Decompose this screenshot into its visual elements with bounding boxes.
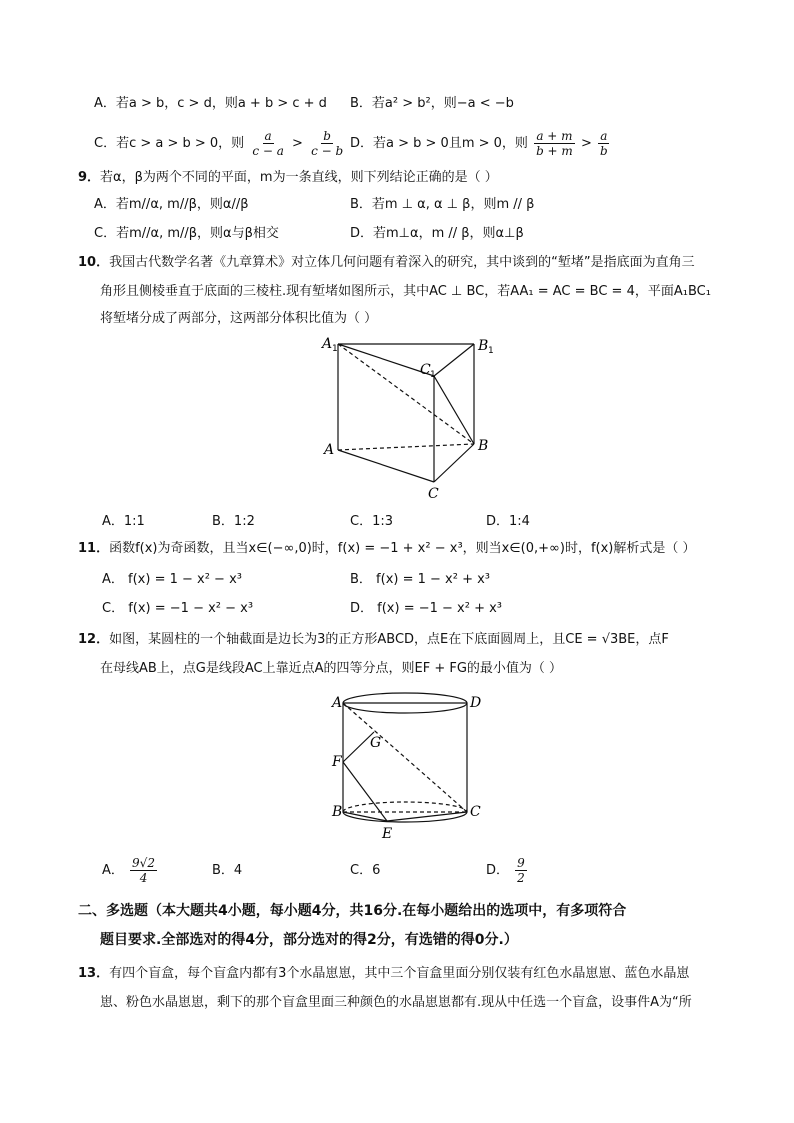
q10-option-b: B．1:2 (212, 514, 255, 529)
q11-option-b: B． f(x) = 1 − x² + x³ (350, 572, 491, 587)
q8-option-a: A．若a > b，c > d，则a + b > c + d (94, 96, 327, 111)
q13-stem-line-1: 13．有四个盲盒，每个盲盒内都有3个水晶崽崽，其中三个盲盒里面分别仅装有红色水晶崽崽、蓝色水晶崽 (78, 966, 690, 981)
label-c1-sub: 1 (430, 370, 436, 380)
q8-c-fraction-2: $\frac{b}{c - b}$ (311, 129, 344, 158)
triangular-prism-figure (310, 332, 510, 504)
cylinder-figure (330, 688, 490, 848)
q12-stem-line-2: 在母线AB上，点G是线段AC上靠近点A的四等分点，则EF + FG的最小值为（ ） (100, 661, 563, 676)
section-2-heading-line-1: 二、多选题（本大题共4小题，每小题4分，共16分.在每小题给出的选项中，有多项符合 (78, 903, 627, 919)
q8-d-fraction-1: $\frac{a + m}{b + m}$ (536, 129, 573, 158)
q10-option-c: C．1:3 (350, 514, 393, 529)
q12-option-a: A． $\frac{9√2}{4}$ (102, 856, 155, 885)
q12-option-b: B．4 (212, 863, 243, 878)
q11-option-c: C． f(x) = −1 − x² − x³ (102, 601, 254, 616)
q8-c-fraction-1: $\frac{a}{c - a}$ (252, 129, 284, 158)
label-a1: A (322, 336, 333, 352)
label-a1-sub: 1 (332, 344, 338, 354)
label-d: D (470, 695, 482, 711)
q12-a-fraction: $\frac{9√2}{4}$ (132, 856, 155, 885)
q12-d-fraction: $\frac{9}{2}$ (517, 856, 525, 885)
q11-option-d: D． f(x) = −1 − x² + x³ (350, 601, 503, 616)
q10-option-a: A．1:1 (102, 514, 145, 529)
q12-option-c: C．6 (350, 863, 381, 878)
q11-stem: 11．函数f(x)为奇函数，且当x∈(−∞,0)时，f(x) = −1 + x² − x³，则当x∈(0,+∞)时，f(x)解析式是（ ） (78, 541, 696, 556)
q9-stem: 9．若α，β为两个不同的平面，m为一条直线，则下列结论正确的是（ ） (78, 170, 498, 185)
q10-option-d: D．1:4 (486, 514, 530, 529)
q9-option-d: D．若m⊥α，m // β，则α⊥β (350, 226, 524, 241)
q11-option-a: A． f(x) = 1 − x² − x³ (102, 572, 242, 587)
section-2-heading-line-2: 题目要求.全部选对的得4分，部分选对的得2分，有选错的得0分.） (100, 932, 518, 948)
label-b1-sub: 1 (488, 346, 494, 356)
q8-option-c: C．若c > a > b > 0，则 $\frac{a}{c - a}$ > $\frac{b}{c - b}$ (94, 129, 344, 158)
q8-d-fraction-2: $\frac{a}{b}$ (600, 129, 608, 158)
label-b: B (332, 804, 343, 820)
q12-stem-line-1: 12．如图，某圆柱的一个轴截面是边长为3的正方形ABCD，点E在下底面圆周上，且CE = √3BE，点F (78, 632, 669, 647)
q13-stem-line-2: 崽、粉色水晶崽崽，剩下的那个盲盒里面三种颜色的水晶崽崽都有.现从中任选一个盲盒，设事件A为“所 (100, 995, 692, 1010)
label-c: C (428, 486, 439, 502)
q9-option-c: C．若m//α, m//β，则α与β相交 (94, 226, 279, 241)
q10-stem-line-1: 10．我国古代数学名著《九章算术》对立体几何问题有着深入的研究，其中谈到的“堑堵”是指底面为直角三 (78, 255, 695, 270)
label-a: A (324, 442, 335, 458)
label-f: F (332, 754, 342, 770)
q8-option-d: D．若a > b > 0且m > 0，则 $\frac{a + m}{b + m}$ > $\frac{a}{b}$ (350, 129, 608, 158)
label-b: B (478, 438, 489, 454)
label-c1: C (420, 362, 431, 378)
label-b1: B (478, 338, 489, 354)
q8-option-b: B．若a² > b²，则−a < −b (350, 96, 514, 111)
q9-option-b: B．若m ⊥ α, α ⊥ β，则m // β (350, 197, 535, 212)
label-c: C (470, 804, 481, 820)
label-e: E (382, 826, 393, 842)
q9-option-a: A．若m//α, m//β，则α//β (94, 197, 249, 212)
q10-stem-line-3: 将堑堵分成了两部分，这两部分体积比值为（ ） (100, 311, 378, 326)
q10-stem-line-2: 角形且侧棱垂直于底面的三棱柱.现有堑堵如图所示，其中AC ⊥ BC，若AA₁ = AC = BC = 4，平面A₁BC₁ (100, 284, 711, 299)
label-g: G (370, 735, 382, 751)
label-a: A (332, 695, 343, 711)
q12-option-d: D． $\frac{9}{2}$ (486, 856, 525, 885)
